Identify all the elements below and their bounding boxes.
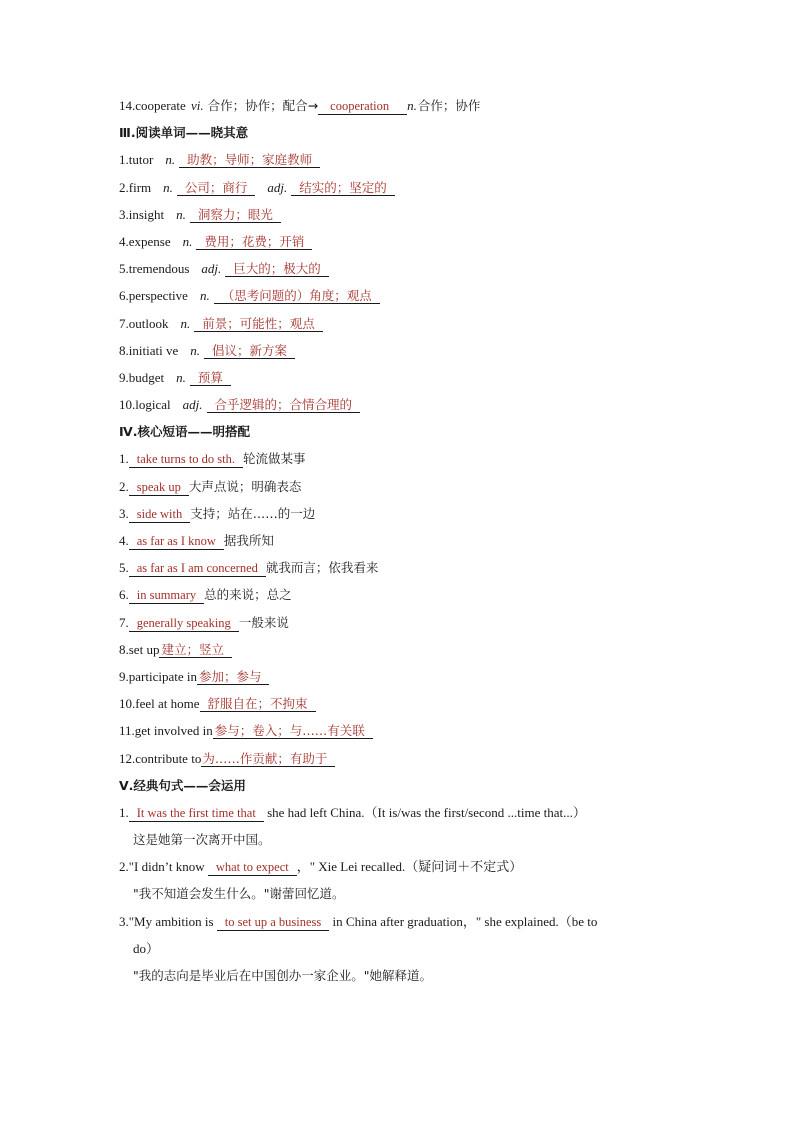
answer-blank: 巨大的；极大的 — [225, 261, 329, 277]
reading-word-item — [119, 337, 679, 364]
answer-blank: take turns to do sth. — [129, 452, 243, 468]
phrase-label: 12.contribute to — [119, 750, 202, 766]
reading-word-item — [119, 391, 679, 418]
reading-word-item — [119, 228, 679, 255]
item-number: 2. — [119, 478, 129, 494]
answer-blank: 洞察力；眼光 — [190, 207, 281, 223]
sentence-translation: 这是她第一次离开中国。 — [133, 832, 271, 848]
phrase-label: 11.get involved in — [119, 723, 213, 739]
sentence-text: she had left China.（It is/was the first/second ...time that...） — [263, 804, 586, 820]
answer-blank: 为……作贡献；有助于 — [201, 751, 335, 767]
sentence-text: "My ambition is — [128, 913, 217, 929]
item-number: 3. — [119, 505, 129, 521]
phrase-meaning: 就我而言；依我看来 — [265, 560, 379, 576]
part-of-speech: adj. — [182, 397, 203, 413]
phrase-item — [119, 745, 679, 772]
reading-word-item — [119, 310, 679, 337]
sentence-text: ，" Xie Lei recalled.（疑问词＋不定式） — [296, 859, 523, 875]
phrase-meaning: 支持；站在……的一边 — [190, 505, 316, 521]
sentence-item — [119, 908, 679, 935]
answer-blank: 参与；卷入；与……有关联 — [213, 723, 373, 739]
part-of-speech: vi. — [191, 98, 204, 113]
reading-word-item — [119, 146, 679, 173]
answer-blank: as far as I know — [129, 534, 224, 550]
sentence-text: in China after graduation，" she explained.（be to — [329, 913, 598, 929]
part-of-speech: adj. — [201, 261, 222, 277]
answer-blank: 参加；参与 — [197, 669, 270, 685]
reading-word-item — [119, 282, 679, 309]
phrase-item — [119, 445, 679, 472]
phrase-item — [119, 500, 679, 527]
answer-blank: generally speaking — [129, 616, 239, 632]
sentence-item — [119, 799, 679, 826]
item-number: 5. — [119, 560, 129, 576]
vocab-item-14 — [119, 92, 679, 119]
word-label: 7.outlook — [119, 315, 169, 331]
phrase-meaning: 轮流做某事 — [243, 451, 306, 467]
vocab-meaning: 合作；协作；配合→ — [207, 98, 319, 113]
item-number: 7. — [119, 614, 129, 630]
reading-word-item — [119, 364, 679, 391]
part-of-speech: adj. — [267, 179, 288, 195]
phrase-item — [119, 609, 679, 636]
part-of-speech: n. — [182, 233, 193, 249]
word-label: 3.insight — [119, 206, 165, 222]
word-label: 8.initiati ve — [119, 342, 179, 358]
word-label: 5.tremendous — [119, 261, 190, 277]
phrase-item — [119, 554, 679, 581]
phrase-item — [119, 663, 679, 690]
answer-blank: 建立；竖立 — [159, 642, 232, 658]
answer-blank: 前景；可能性；观点 — [194, 316, 323, 332]
phrase-meaning: 总的来说；总之 — [204, 587, 292, 603]
answer-blank: as far as I am concerned — [129, 561, 266, 577]
section-heading: Ⅳ.核心短语——明搭配 — [119, 424, 250, 440]
sentence-translation: "我的志向是毕业后在中国创办一家企业。"她解释道。 — [133, 968, 433, 983]
answer-blank: 舒服自在；不拘束 — [200, 696, 316, 712]
answer-blank: It was the first time that — [129, 806, 264, 822]
item-number: 6. — [119, 587, 129, 603]
word-label: 1.tutor — [119, 152, 154, 168]
answer-blank: 公司；商行 — [177, 180, 256, 196]
word-label: 9.budget — [119, 369, 165, 385]
part-of-speech: n. — [180, 315, 191, 331]
word-label: 6.perspective — [119, 288, 188, 304]
answer-blank: 预算 — [190, 370, 231, 386]
part-of-speech: n. — [407, 98, 417, 113]
phrase-label: 8.set up — [119, 641, 160, 657]
part-of-speech: n. — [165, 152, 176, 168]
phrase-meaning: 一般来说 — [238, 614, 289, 630]
sentence-continuation: do） — [133, 940, 160, 956]
reading-word-item — [119, 174, 679, 201]
answer-blank: （思考问题的）角度；观点 — [214, 288, 380, 304]
phrase-meaning: 大声点说；明确表态 — [188, 478, 302, 494]
sentence-text: "I didn’t know — [128, 859, 208, 875]
worksheet-page — [119, 92, 679, 989]
item-number: 3. — [119, 913, 129, 929]
item-number: 4. — [119, 533, 129, 548]
phrase-item — [119, 717, 679, 744]
phrase-label: 10.feel at home — [119, 696, 200, 712]
answer-blank: 倡议；新方案 — [204, 343, 295, 359]
answer-blank: side with — [129, 507, 190, 523]
item-number: 1. — [119, 451, 129, 467]
phrase-item — [119, 581, 679, 608]
word-label: 4.expense — [119, 233, 171, 249]
word-label: 10.logical — [119, 397, 171, 413]
vocab-meaning: 合作；协作 — [417, 98, 481, 113]
reading-word-item — [119, 255, 679, 282]
phrase-item — [119, 473, 679, 500]
part-of-speech: n. — [176, 369, 186, 385]
reading-word-item — [119, 201, 679, 228]
sentence-translation: "我不知道会发生什么。"谢蕾回忆道。 — [133, 886, 345, 902]
item-number: 1. — [119, 804, 129, 820]
answer-blank: to set up a business — [217, 915, 330, 931]
answer-blank: 助教；导师；家庭教师 — [179, 152, 320, 168]
word-label: 2.firm — [119, 179, 152, 195]
section-heading: Ⅲ.阅读单词——晓其意 — [119, 125, 249, 141]
answer-blank: cooperation — [318, 99, 407, 115]
phrase-label: 9.participate in — [119, 668, 197, 684]
section-heading: Ⅴ.经典句式——会运用 — [119, 777, 246, 793]
part-of-speech: n. — [190, 342, 200, 358]
phrase-item — [119, 636, 679, 663]
answer-blank: in summary — [129, 588, 204, 604]
phrase-item — [119, 527, 679, 554]
part-of-speech: n. — [176, 206, 186, 222]
item-number: 14. — [119, 98, 136, 113]
phrase-meaning: 据我所知 — [223, 533, 274, 548]
sentence-item — [119, 853, 679, 880]
answer-blank: what to expect — [208, 860, 297, 876]
part-of-speech: n. — [163, 179, 173, 195]
item-number: 2. — [119, 859, 129, 875]
answer-blank: 费用；花费；开销 — [196, 234, 312, 250]
part-of-speech: n. — [199, 288, 210, 304]
answer-blank: 结实的；坚定的 — [291, 180, 395, 196]
phrase-item — [119, 690, 679, 717]
vocab-word: cooperate — [135, 98, 186, 113]
answer-blank: speak up — [129, 480, 189, 496]
answer-blank: 合乎逻辑的；合情合理的 — [207, 397, 361, 413]
